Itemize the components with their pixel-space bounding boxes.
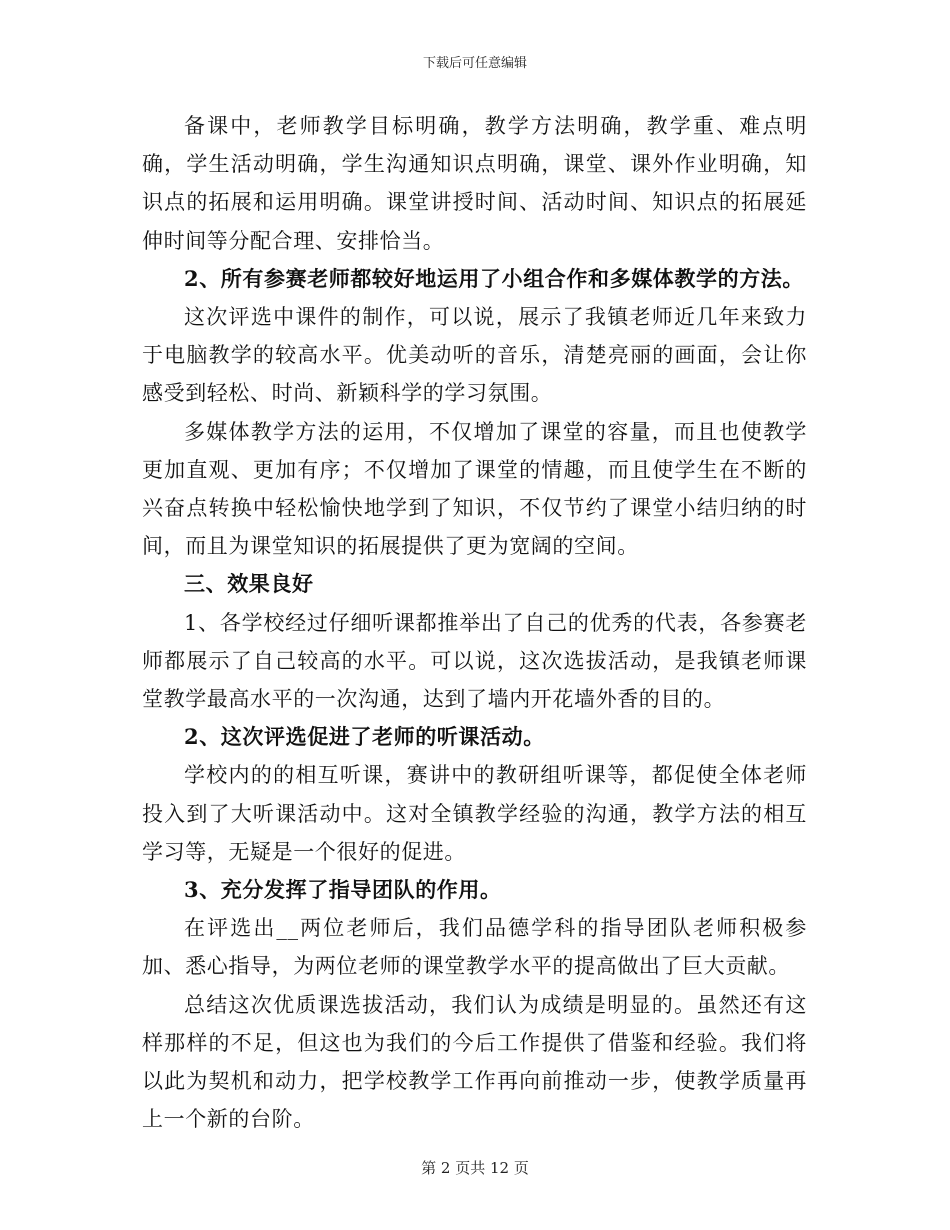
section-heading: 2、这次评选促进了老师的听课活动。: [184, 724, 545, 750]
paragraph: 学校内的的相互听课，赛讲中的教研组听课等，都促使全体老师投入到了大听课活动中。这对全镇教学经验的沟通，教学方法的相互学习等，无疑是一个很好的促进。: [142, 763, 807, 864]
page-number-footer: 第 2 页共 12 页: [421, 1159, 529, 1177]
section-heading: 2、所有参赛老师都较好地运用了小组合作和多媒体教学的方法。: [184, 265, 805, 291]
section-heading: 三、效果良好: [184, 571, 314, 597]
paragraph: 多媒体教学方法的运用，不仅增加了课堂的容量，而且也使教学更加直观、更加有序；不仅增加了课堂的情趣，而且使学生在不断的兴奋点转换中轻松愉快地学到了知识，不仅节约了课堂小结归纳的时间，而且为课堂知识的拓展提供了更为宽阔的空间。: [142, 419, 807, 559]
page-header: 下载后可任意编辑: [422, 56, 527, 71]
paragraph: 这次评选中课件的制作，可以说，展示了我镇老师近几年来致力于电脑教学的较高水平。优美动听的音乐，清楚亮丽的画面，会让你感受到轻松、时尚、新颖科学的学习氛围。: [142, 305, 807, 406]
paragraph: 备课中，老师教学目标明确，教学方法明确，教学重、难点明确，学生活动明确，学生沟通知识点明确，课堂、课外作业明确，知识点的拓展和运用明确。课堂讲授时间、活动时间、知识点的拓展延伸时间等分配合理、安排恰当。: [142, 114, 807, 253]
paragraph: 1、各学校经过仔细听课都推举出了自己的优秀的代表，各参赛老师都展示了自己较高的水平。可以说，这次选拔活动，是我镇老师课堂教学最高水平的一次沟通，达到了墙内开花墙外香的目的。: [142, 610, 807, 712]
paragraph: 总结这次优质课选拔活动，我们认为成绩是明显的。虽然还有这样那样的不足，但这也为我们的今后工作提供了借鉴和经验。我们将以此为契机和动力，把学校教学工作再向前推动一步，使教学质量再上一个新的台阶。: [142, 992, 807, 1132]
paragraph: 在评选出__两位老师后，我们品德学科的指导团队老师积极参加、悉心指导，为两位老师的课堂教学水平的提高做出了巨大贡献。: [142, 916, 807, 979]
document-body: [142, 107, 807, 1138]
section-heading: 3、充分发挥了指导团队的作用。: [184, 877, 502, 903]
